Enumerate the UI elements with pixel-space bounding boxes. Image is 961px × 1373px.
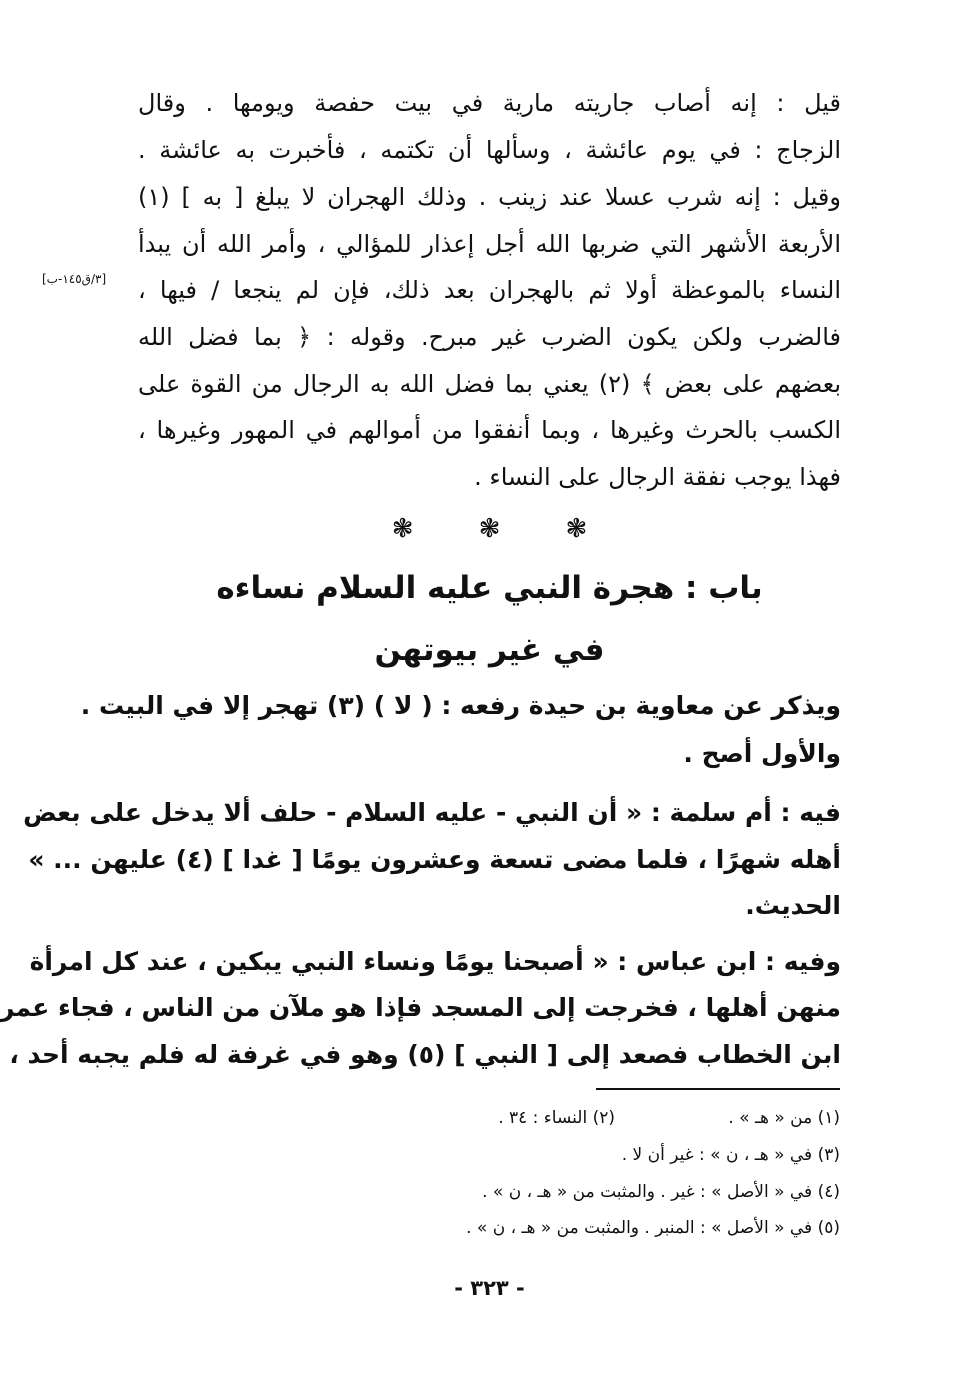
body-line-7: بعضهم على بعض ﴾ (٢) يعني بما فضل الله به الرجال من القوة على [138,370,841,398]
separator-star-icon: ❃ [391,514,414,544]
body-line-1: قيل : إنه أصاب جاريته مارية في بيت حفصة ويومها . وقال [138,89,841,117]
separator-star-icon: ❃ [478,514,501,544]
body-line-8: الكسب بالحرث وغيرها ، وبما أنفقوا من أموالهم في المهور وغيرها ، [138,416,841,444]
chapter-line-5: الحديث. [745,891,841,920]
chapter-title-line-1: باب : هجرة النبي عليه السلام نساءه [216,570,763,606]
body-line-2: الزجاج : في يوم عائشة ، وسألها أن تكتمه ، فأخبرت به عائشة . [138,136,841,164]
page-number: - ٣٢٣ - [454,1276,525,1300]
footnote-3: (٣) في « هـ ، ن » : غير أن لا . [621,1145,840,1165]
separator-star-icon: ❃ [565,514,588,544]
chapter-line-4: أهله شهرًا ، فلما مضى تسعة وعشرون يومًا [ غدا ] (٤) عليهن ... » [28,845,841,874]
chapter-line-8: ابن الخطاب فصعد إلى [ النبي ] (٥) وهو في غرفة له فلم يجبه أحد ، [9,1040,841,1069]
section-separator [18,514,961,544]
footnote-1: (١) من « هـ » . [728,1108,840,1128]
chapter-title-line-2: في غير بيوتهن [374,632,605,668]
footnote-divider [596,1088,840,1090]
footnote-5: (٥) في « الأصل » : المنبر . والمثبت من « هـ ، ن » . [466,1218,840,1238]
chapter-line-2: والأول أصح . [683,739,841,768]
body-line-6: فالضرب ولكن يكون الضرب غير مبرح. وقوله : ﴿ بما فضل الله [138,323,841,351]
chapter-line-1: ويذكر عن معاوية بن حيدة رفعه : ( لا ) (٣) تهجر إلا في البيت . [80,691,841,720]
margin-folio-note: [٣/ق١٤٥-ب] [42,272,107,286]
body-line-3: وقيل : إنه شرب عسلا عند زينب . وذلك الهجران لا يبلغ [ به ] (١) [138,183,841,211]
chapter-line-6: وفيه : ابن عباس : « أصبحنا يومًا ونساء النبي يبكين ، عند كل امرأة [29,947,841,976]
body-line-9: فهذا يوجب نفقة الرجال على النساء . [474,463,841,491]
body-line-5: النساء بالموعظة أولا ثم بالهجران بعد ذلك، فإن لم ينجعا / فيها ، [138,276,841,304]
chapter-line-3: فيه : أم سلمة : « أن النبي - عليه السلام - حلف ألا يدخل على بعض [23,798,841,827]
footnote-4: (٤) في « الأصل » : غير . والمثبت من « هـ ، ن » . [482,1182,840,1202]
chapter-line-7: منهن أهلها ، فخرجت إلى المسجد فإذا هو ملآن من الناس ، فجاء عمر [0,993,841,1022]
footnote-2: (٢) النساء : ٣٤ . [498,1108,615,1128]
body-line-4: الأربعة الأشهر التي ضربها الله أجل إعذار للمؤالي ، وأمر الله أن يبدأ [138,230,841,258]
